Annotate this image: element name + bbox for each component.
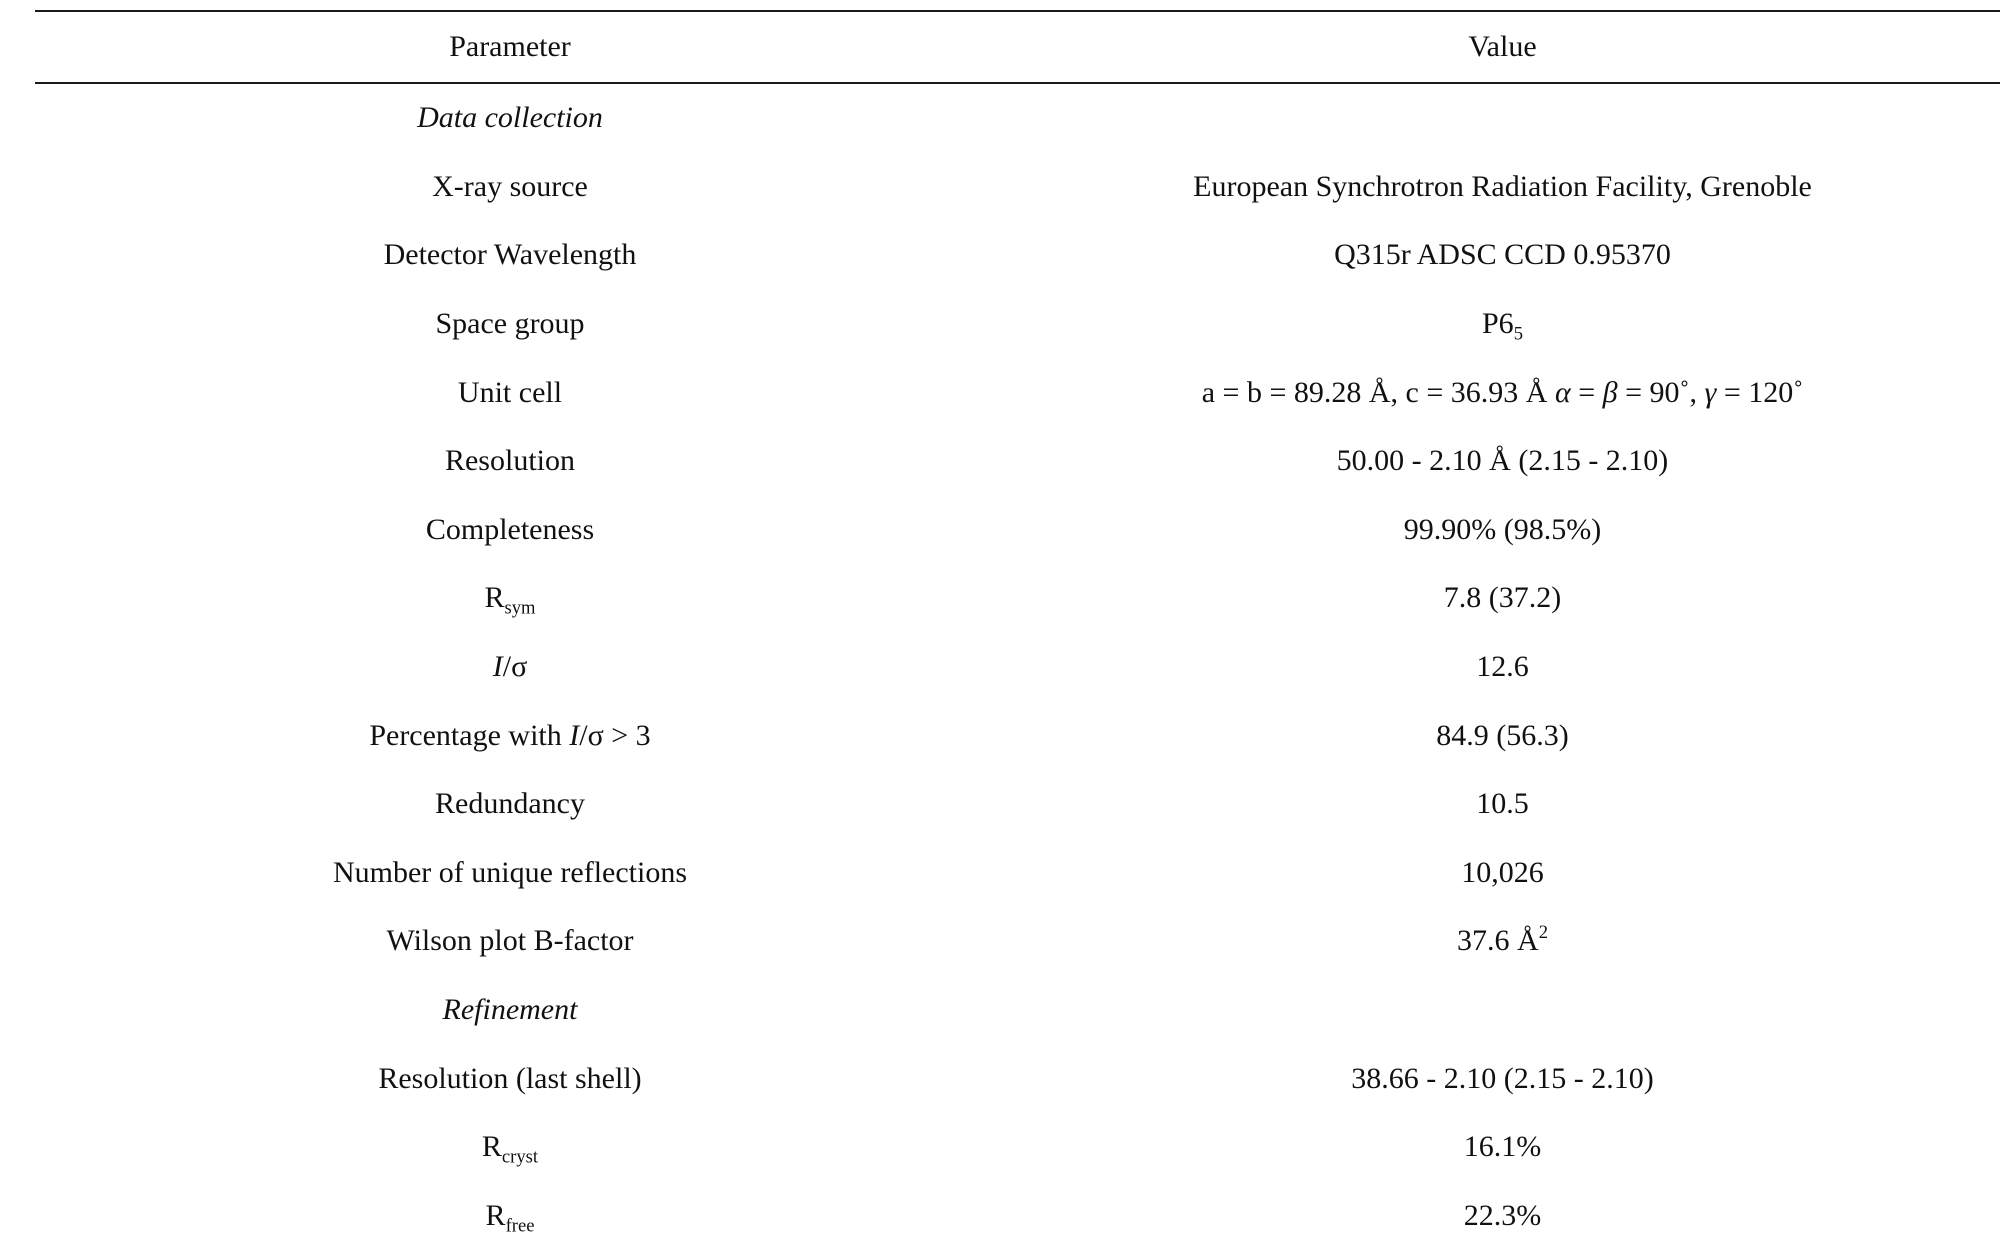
param-prefix: Percentage with — [369, 719, 569, 752]
param-cell: Space group — [35, 307, 1005, 341]
table-row — [35, 1044, 2000, 1113]
param-cell — [35, 650, 1005, 684]
param-cell: Unit cell — [35, 376, 1005, 410]
param-cell: Completeness — [35, 513, 1005, 547]
value-eq1: = — [1571, 376, 1603, 409]
param-cell: Resolution — [35, 444, 1005, 478]
value-cell: 22.3% — [1005, 1199, 2000, 1233]
param-cell: Number of unique reflections — [35, 856, 1005, 890]
header-parameter: Parameter — [35, 30, 1005, 64]
value-base: P6 — [1482, 307, 1514, 340]
section-label: Data collection — [35, 101, 1005, 135]
param-cell — [35, 1199, 1005, 1233]
param-rest: /σ — [503, 650, 528, 683]
table-row — [35, 701, 2000, 770]
param-base: R — [484, 581, 504, 614]
gamma-symbol: γ — [1705, 376, 1717, 409]
value-cell — [1005, 307, 2000, 341]
value-cell — [1005, 376, 2000, 410]
value-superscript: 2 — [1539, 922, 1548, 943]
table-row — [35, 839, 2000, 908]
value-cell: 84.9 (56.3) — [1005, 719, 2000, 753]
param-base: R — [482, 1130, 502, 1163]
param-base: R — [486, 1199, 506, 1232]
param-cell: Wilson plot B-factor — [35, 924, 1005, 958]
section-refinement — [35, 976, 2000, 1045]
value-eq2: = 90˚, — [1618, 376, 1705, 409]
table-row — [35, 290, 2000, 359]
crystallography-table — [35, 10, 2000, 1250]
header-value: Value — [1005, 30, 2000, 64]
table-row — [35, 358, 2000, 427]
table-row — [35, 633, 2000, 702]
param-cell: X-ray source — [35, 170, 1005, 204]
header-row — [35, 12, 2000, 82]
value-cell: 50.00 - 2.10 Å (2.15 - 2.10) — [1005, 444, 2000, 478]
table-row — [35, 907, 2000, 976]
table-row — [35, 770, 2000, 839]
param-cell — [35, 581, 1005, 615]
table-row — [35, 564, 2000, 633]
value-cell: 10,026 — [1005, 856, 2000, 890]
alpha-symbol: α — [1555, 376, 1571, 409]
table-row — [35, 496, 2000, 565]
param-subscript: cryst — [502, 1147, 538, 1168]
value-cell: 99.90% (98.5%) — [1005, 513, 2000, 547]
param-italic: I — [493, 650, 503, 683]
param-subscript: free — [506, 1215, 535, 1236]
param-rest: /σ > 3 — [579, 719, 650, 752]
value-prefix: a = b = 89.28 Å, c = 36.93 Å — [1202, 376, 1555, 409]
param-cell — [35, 1130, 1005, 1164]
value-cell: Q315r ADSC CCD 0.95370 — [1005, 238, 2000, 272]
param-cell — [35, 719, 1005, 753]
beta-symbol: β — [1603, 376, 1618, 409]
value-cell: 38.66 - 2.10 (2.15 - 2.10) — [1005, 1062, 2000, 1096]
param-cell: Resolution (last shell) — [35, 1062, 1005, 1096]
table-body — [35, 84, 2000, 1250]
param-cell: Redundancy — [35, 787, 1005, 821]
param-subscript: sym — [505, 598, 536, 619]
table-row — [35, 1113, 2000, 1182]
table-row — [35, 1182, 2000, 1250]
section-data-collection — [35, 84, 2000, 153]
section-label: Refinement — [35, 993, 1005, 1027]
table-row — [35, 221, 2000, 290]
table-row — [35, 427, 2000, 496]
value-cell: 10.5 — [1005, 787, 2000, 821]
value-eq3: = 120˚ — [1716, 376, 1803, 409]
param-cell: Detector Wavelength — [35, 238, 1005, 272]
table-row — [35, 153, 2000, 222]
value-subscript: 5 — [1514, 324, 1523, 345]
param-italic: I — [569, 719, 579, 752]
value-cell: European Synchrotron Radiation Facility, Grenoble — [1005, 170, 2000, 204]
value-cell: 16.1% — [1005, 1130, 2000, 1164]
value-base: 37.6 Å — [1457, 924, 1539, 957]
value-cell: 12.6 — [1005, 650, 2000, 684]
value-cell: 7.8 (37.2) — [1005, 581, 2000, 615]
value-cell — [1005, 924, 2000, 958]
